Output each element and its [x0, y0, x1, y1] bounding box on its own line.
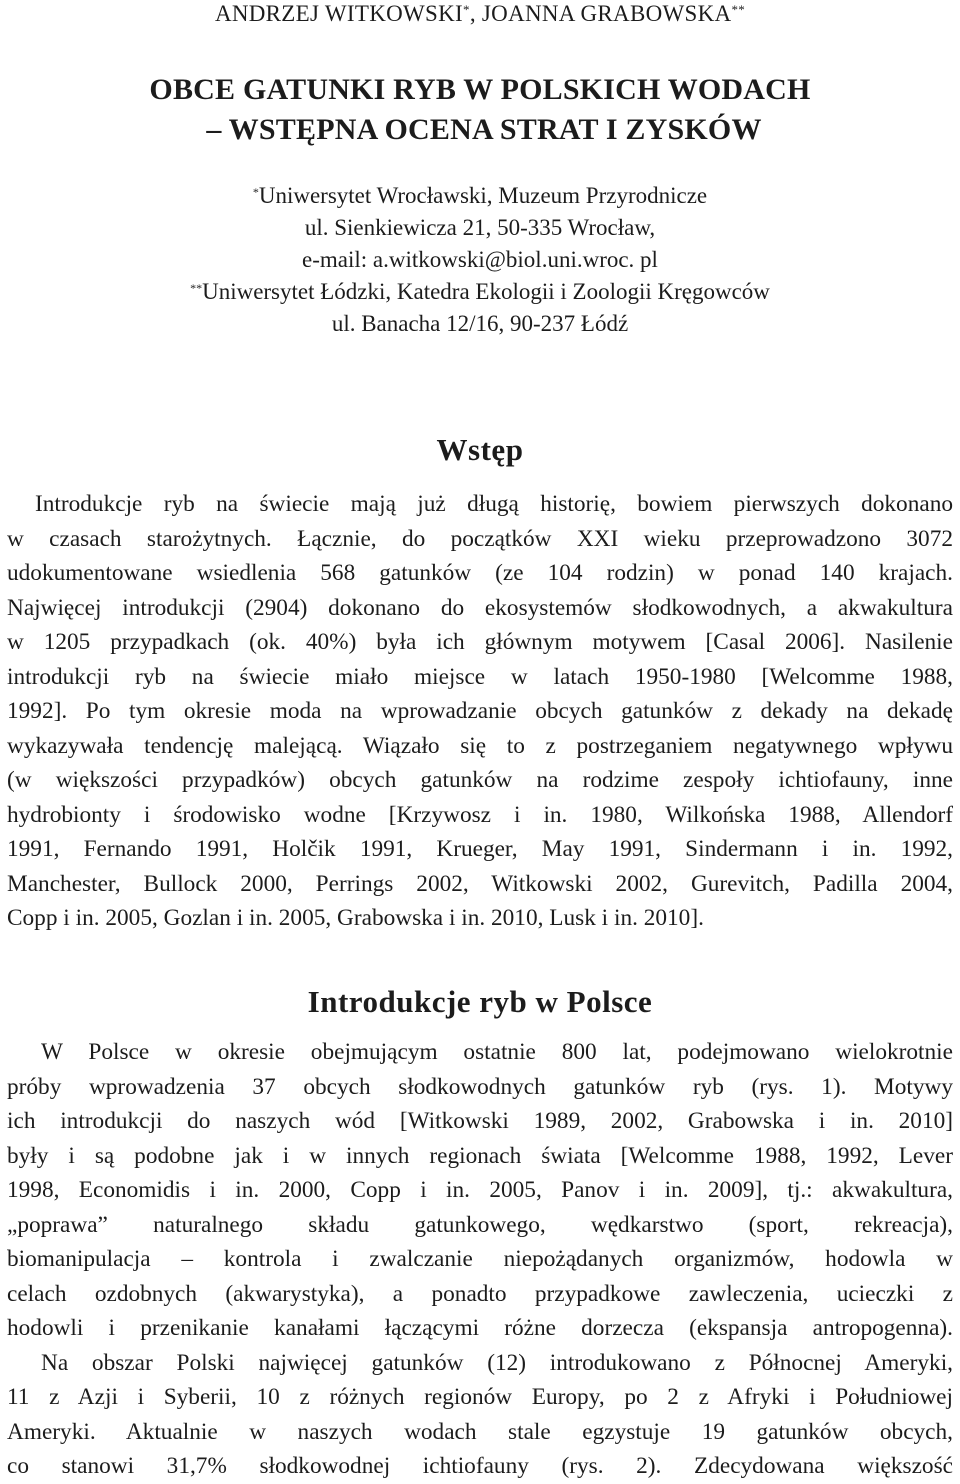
text-line: Manchester, Bullock 2000, Perrings 2002, Witkowski 2002, Gurevitch, Padilla 2004,	[7, 870, 953, 897]
text-line: Copp i in. 2005, Gozlan i in. 2005, Grabowska i in. 2010, Lusk i in. 2010].	[7, 905, 704, 931]
text-line: próby wprowadzenia 37 obcych słodkowodnych gatunków ryb (rys. 1). Motywy	[7, 1073, 953, 1100]
paper-title-line: – WSTĘPNA OCENA STRAT I ZYSKÓW	[206, 113, 762, 146]
text-line: ich introdukcji do naszych wód [Witkowski 1989, 2002, Grabowska i in. 2010]	[7, 1108, 953, 1134]
text-line: w 1205 przypadkach (ok. 40%) była ich głównym motywem [Casal 2006]. Nasilenie	[7, 629, 953, 655]
affiliation-mark: **	[190, 281, 203, 295]
text-line: co stanowi 31,7% słodkowodnej ichtiofauny (rys. 2). Zdecydowana większość	[7, 1453, 953, 1479]
author-name: JOANNA GRABOWSKA	[481, 1, 732, 26]
text-line: „poprawa” naturalnego składu gatunkowego, wędkarstwo (sport, rekreacja),	[7, 1211, 953, 1238]
affiliation-line: ul. Sienkiewicza 21, 50-335 Wrocław,	[304, 215, 656, 240]
section-heading: Wstęp	[436, 432, 524, 467]
text-line: hydrobionty i środowisko wodne [Krzywosz i in. 1980, Wilkońska 1988, Allendorf	[7, 801, 953, 828]
text-line: były i są podobne jak i w innych regionach świata [Welcomme 1988, 1992, Lever	[7, 1142, 953, 1169]
text-line: hodowli i przenikanie kanałami łączącymi różne dorzecza (ekspansja antropogenna).	[7, 1315, 953, 1341]
section-heading: Introdukcje ryb w Polsce	[307, 984, 653, 1019]
text-line: (w większości przypadków) obcych gatunków na rodzime zespoły ichtiofauny, inne	[7, 767, 953, 793]
text-line: celach ozdobnych (akwarystyka), a ponadto przypadkowe zawleczenia, ucieczki z	[7, 1280, 953, 1307]
text-line: Introdukcje ryb na świecie mają już długą historię, bowiem pierwszych dokonano	[35, 491, 953, 517]
affiliation-line: *Uniwersytet Wrocławski, Muzeum Przyrodnicze	[252, 183, 708, 208]
author-name: ANDRZEJ WITKOWSKI	[214, 1, 463, 26]
text-line: w czasach starożytnych. Łącznie, do początków XXI wieku przeprowadzono 3072	[7, 525, 953, 552]
text-line: Ameryki. Aktualnie w naszych wodach stale egzystuje 19 gatunków obcych,	[7, 1418, 953, 1445]
affiliation-mark: *	[252, 185, 259, 199]
affiliations	[0, 180, 960, 340]
affiliation-line: **Uniwersytet Łódzki, Katedra Ekologii i Zoologii Kręgowców	[190, 279, 770, 304]
text-line: udokumentowane wsiedlenia 568 gatunków (ze 104 rodzin) w ponad 140 krajach.	[7, 560, 953, 586]
text-line: 11 z Azji i Syberii, 10 z różnych regionów Europy, po 2 z Afryki i Południowej	[7, 1384, 953, 1410]
text-line: Na obszar Polski najwięcej gatunków (12) introdukowano z Północnej Ameryki,	[41, 1349, 953, 1376]
author-separator: ,	[469, 1, 482, 26]
text-line: 1992]. Po tym okresie moda na wprowadzanie obcych gatunków z dekady na dekadę	[7, 698, 953, 724]
text-line: wykazywała tendencję malejącą. Wiązało się to z postrzeganiem negatywnego wpływu	[7, 732, 953, 759]
text-line: introdukcji ryb na świecie miało miejsce w latach 1950-1980 [Welcomme 1988,	[7, 663, 953, 690]
affiliation-mark: *	[463, 2, 470, 17]
text-line: biomanipulacja – kontrola i zwalczanie niepożądanych organizmów, hodowla w	[7, 1246, 953, 1272]
affiliation-email: e-mail: a.witkowski@biol.uni.wroc. pl	[302, 247, 658, 272]
text-line: 1998, Economidis i in. 2000, Copp i in. 2005, Panov i in. 2009], tj.: akwakultura,	[7, 1177, 953, 1203]
paper-title	[0, 70, 960, 150]
text-line: W Polsce w okresie obejmującym ostatnie 800 lat, podejmowano wielokrotnie	[41, 1039, 953, 1065]
text-line: Najwięcej introdukcji (2904) dokonano do ekosystemów słodkowodnych, a akwakultura	[7, 594, 953, 621]
affiliation-line: ul. Banacha 12/16, 90-237 Łódź	[331, 311, 629, 336]
paper-title-line: OBCE GATUNKI RYB W POLSKICH WODACH	[149, 73, 811, 106]
affiliation-mark: **	[731, 2, 746, 17]
section-body	[7, 487, 953, 936]
author-line	[0, 0, 960, 28]
text-line: 1991, Fernando 1991, Holčik 1991, Krueger, May 1991, Sindermann i in. 1992,	[7, 836, 953, 862]
section-body	[7, 1035, 953, 1484]
